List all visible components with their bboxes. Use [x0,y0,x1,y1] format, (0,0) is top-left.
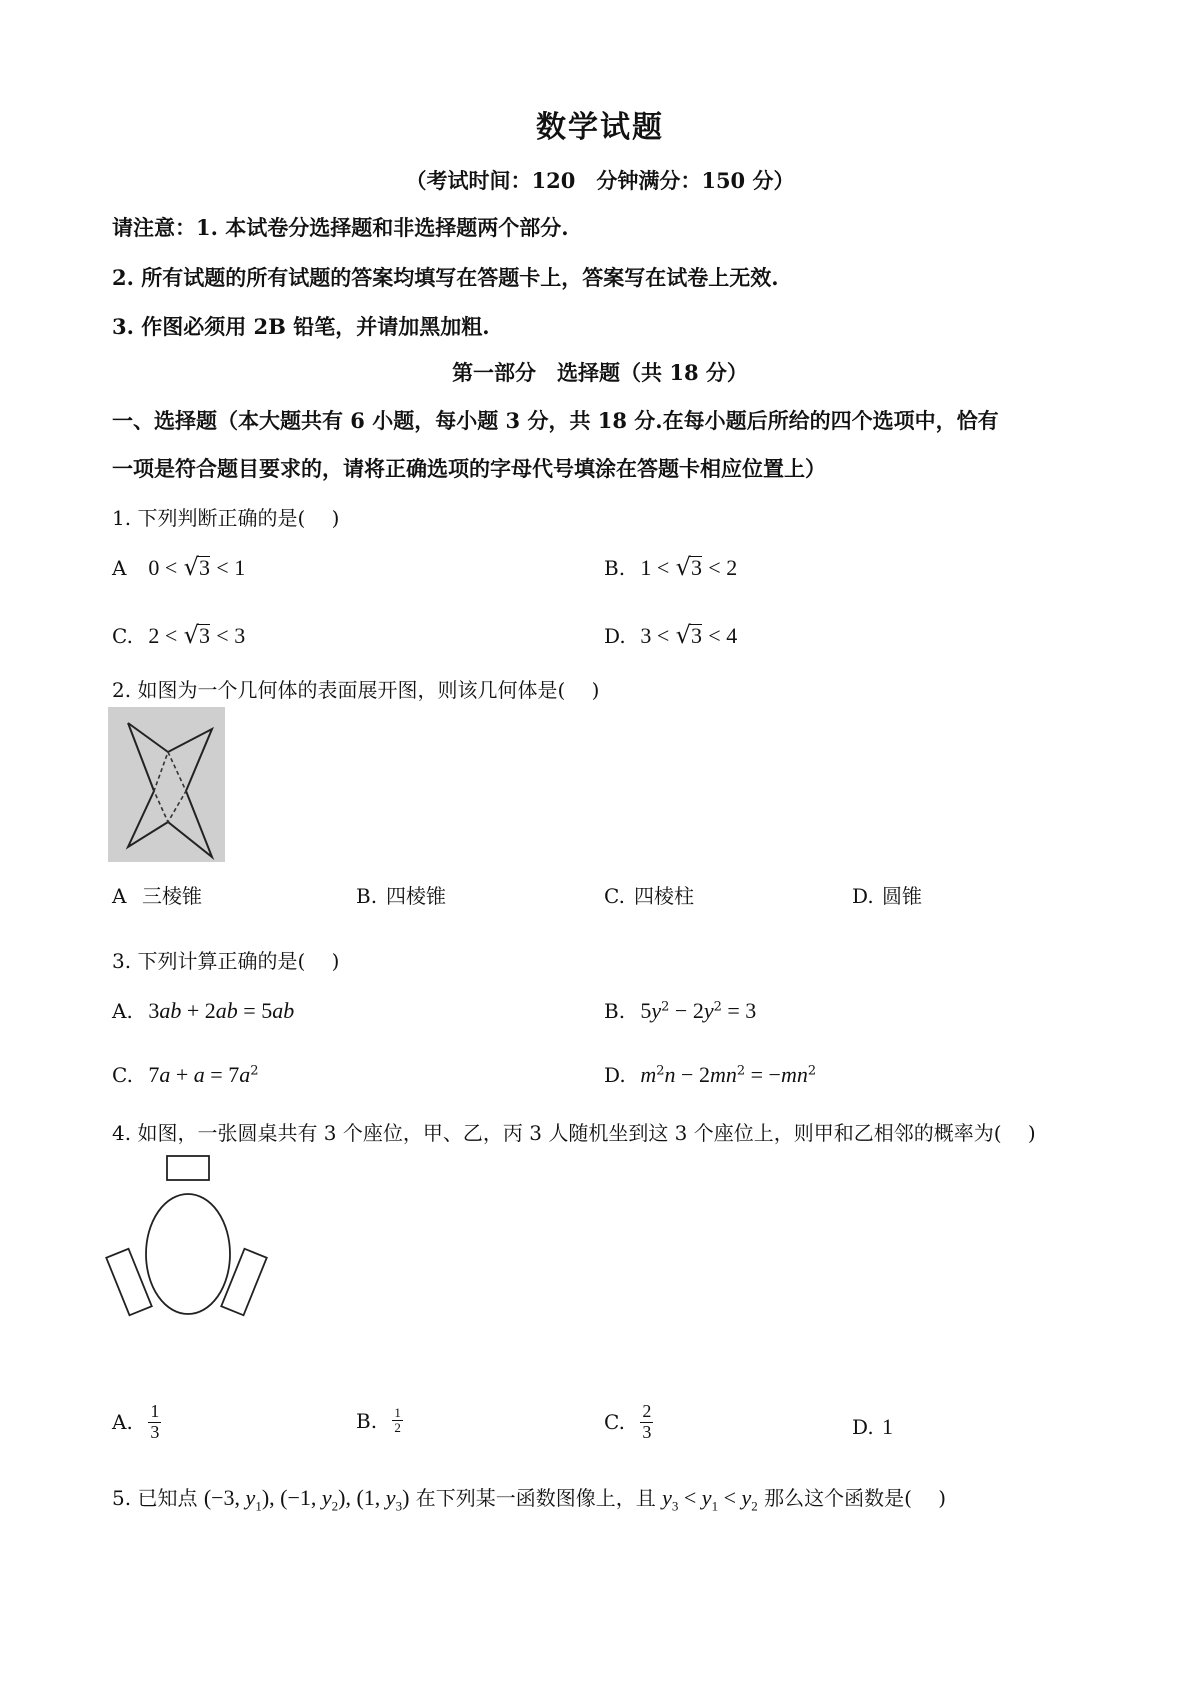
q1-option-a[interactable]: A 0 < √3 < 1 [112,553,246,581]
q2-option-d[interactable]: D. 圆锥 [852,884,922,908]
q3-option-c[interactable]: C. $7a + a = 7a^2$ [112,1062,259,1087]
seat-top [167,1156,209,1180]
q3-option-b[interactable]: B. $5y^2 - 2y^2 = 3$ [604,998,757,1023]
part1-heading: 第一部分 选择题（共 18 分） [452,360,748,385]
q5-stem: 5. 已知点 (−3, $y_1$), (−1, $y_2$), (1, $y_3$) 在下列某一函数图像上，且 $y_3 < y_1 < y_2$ 那么这个函数是( ) [112,1485,947,1514]
q4-option-d[interactable]: D. 1 [852,1414,893,1439]
q5-points: (−3, $y_1$), (−1, $y_2$), (1, $y_3$) [203,1485,410,1514]
q4-stem: 4. 如图，一张圆桌共有 3 个座位，甲、乙，丙 3 人随机坐到这 3 个座位上，则甲和乙相邻的概率为( ) [112,1121,1036,1145]
q4-option-a[interactable]: A. $\frac{1}{3}$ [112,1401,160,1442]
net-figure [108,707,225,862]
q1-stem: 1. 下列判断正确的是( ) [112,506,340,530]
q2-option-a[interactable]: A 三棱锥 [112,884,202,908]
q3-option-d[interactable]: D. $m^2n - 2mn^2 = -mn^2$ [604,1062,817,1087]
q1-option-d[interactable]: D. 3 < √3 < 4 [604,621,738,649]
note-2: 2. 所有试题的所有试题的答案均填写在答题卡上，答案写在试卷上无效. [112,265,779,290]
round-table-figure [104,1152,274,1337]
net-figure-background [108,707,225,862]
note-1: 请注意：1. 本试卷分选择题和非选择题两个部分. [112,215,569,240]
q2-option-c[interactable]: C. 四棱柱 [604,884,694,908]
q2-stem: 2. 如图为一个几何体的表面展开图，则该几何体是( ) [112,678,600,702]
q1-option-a-label: A [112,556,127,580]
exam-subtitle: （考试时间：120 分钟满分：150 分） [405,168,795,193]
q2-option-b[interactable]: B. 四棱锥 [356,884,446,908]
seat-left [106,1249,151,1315]
q3-stem: 3. 下列计算正确的是( ) [112,949,340,973]
q4-option-c[interactable]: C. $\frac{2}{3}$ [604,1401,652,1442]
fraction-two-thirds: $\frac{2}{3}$ [642,1401,652,1442]
exam-title: 数学试题 [536,110,664,145]
note-3: 3. 作图必须用 2B 铅笔，并请加黑加粗. [112,314,490,339]
fraction-one-half: $\frac{1}{2}$ [394,1405,401,1436]
seat-right [221,1249,266,1315]
part1-instructions-line1: 一、选择题（本大题共有 6 小题，每小题 3 分，共 18 分.在每小题后所给的四个选项中，恰有 [112,408,999,433]
round-table [146,1194,230,1314]
q3-option-a[interactable]: A. 3ab + 2ab = 5ab [112,998,295,1023]
part1-instructions-line2: 一项是符合题目要求的，请将正确选项的字母代号填涂在答题卡相应位置上） [112,456,826,481]
q1-option-b[interactable]: B. 1 < √3 < 2 [604,553,738,581]
q1-option-c-label: C. [112,624,133,648]
q1-option-b-label: B. [604,556,626,580]
q1-option-c[interactable]: C. 2 < √3 < 3 [112,621,246,649]
fraction-one-third: $\frac{1}{3}$ [150,1401,160,1442]
q5-inequality: $y_3 < y_1 < y_2$ [662,1485,758,1514]
q4-option-b[interactable]: B. $\frac{1}{2}$ [356,1405,401,1436]
q1-option-d-label: D. [604,624,626,648]
